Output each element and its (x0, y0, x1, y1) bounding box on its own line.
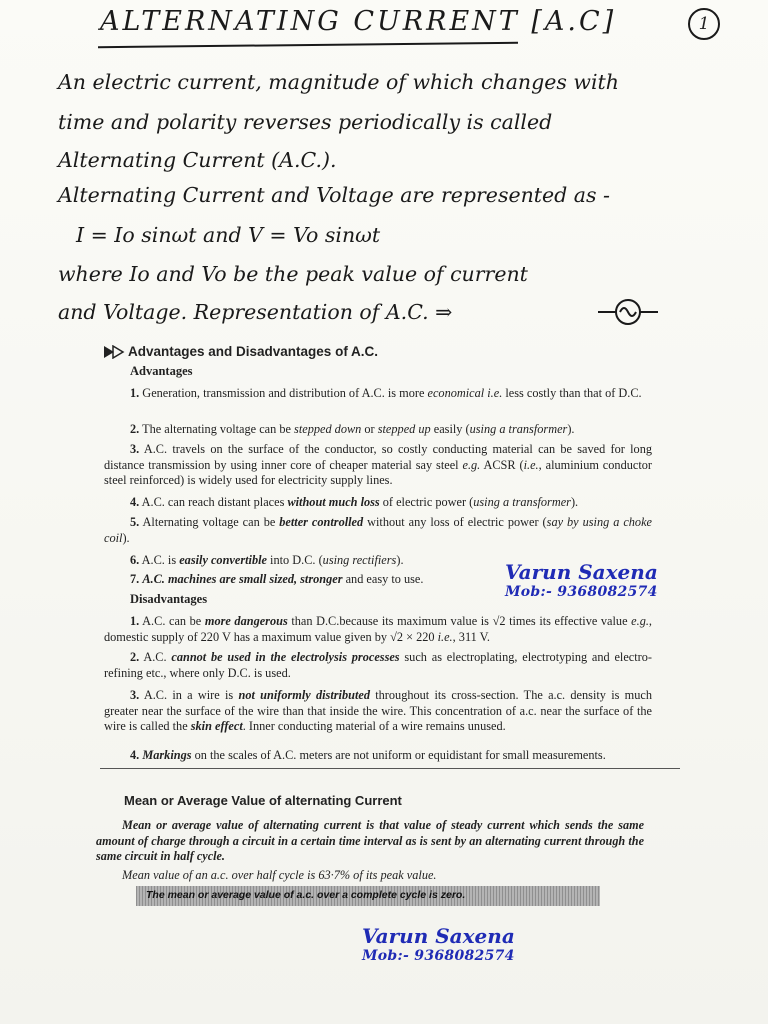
item-text: . Inner conducting material of a wire remains unused. (242, 719, 506, 733)
signature-mobile: Mob:- 9368082574 (362, 948, 515, 964)
item-number: 6. (130, 553, 140, 567)
item-text: or (361, 422, 378, 436)
item-text: A.C. is (139, 553, 180, 567)
disadvantage-item (104, 688, 652, 735)
item-text: Markings (142, 748, 192, 762)
section-heading: Advantages and Disadvantages of A.C. (128, 344, 379, 359)
item-number: 2. (130, 422, 140, 436)
handwritten-line: Alternating Current (A.C.). (58, 148, 337, 172)
item-text: i.e. (523, 457, 539, 472)
mean-half-cycle-value: Mean value of an a.c. over half cycle is 63·7% of its peak value. (122, 868, 437, 882)
handwritten-line: Alternating Current and Voltage are represented as - (58, 183, 610, 207)
item-text: stepped up (377, 422, 431, 436)
item-text: ). (567, 422, 575, 436)
item-number: 2. (130, 650, 140, 664)
handwritten-line: An electric current, magnitude of which changes with (58, 70, 619, 94)
double-arrow-icon (104, 345, 128, 359)
item-text: less costly than that of D.C. (502, 386, 642, 400)
disadvantages-label: Disadvantages (130, 592, 208, 606)
item-text: i.e. (437, 629, 453, 644)
item-text: , domestic supply of 220 V has a maximum value given by √2 × 220 (104, 614, 652, 644)
item-text: than D.C.because its maximum value is √2 times its effective value (287, 614, 632, 628)
mean-definition: Mean or average value of alternating current is that value of steady current which sends the same amount of charge through a circuit in a certain time interval as is sent by an alternating current through the same circuit in half cycle. (96, 818, 644, 863)
advantage-item (104, 386, 652, 402)
disadvantage-item (104, 748, 652, 764)
item-text: ). (570, 495, 579, 509)
item-text: ACSR ( (480, 457, 524, 472)
item-text: of electric power ( (379, 495, 474, 509)
ac-source-symbol-icon (596, 292, 660, 332)
item-text: A.C. can reach distant places (139, 495, 288, 509)
item-text: not uniformly distributed (238, 688, 370, 702)
item-text: without much loss (287, 495, 380, 509)
advantage-item (104, 422, 652, 438)
advantage-item (104, 495, 652, 511)
item-text: into D.C. ( (266, 553, 323, 567)
item-text: skin effect (190, 719, 243, 733)
advantage-item (104, 442, 652, 489)
item-text: A.C. can be (139, 614, 205, 628)
item-text: e.g. (631, 614, 649, 628)
item-text: easily ( (430, 422, 470, 436)
item-text: A.C. (139, 650, 172, 664)
title-underline (98, 42, 518, 48)
disadvantage-item (104, 650, 652, 681)
item-text: , aluminium conductor steel reinforced) is widely used for electricity supply lines. (104, 457, 652, 487)
signature-stamp (505, 560, 658, 600)
mean-section-heading: Mean or Average Value of alternating Current (124, 793, 402, 808)
signature-name: Varun Saxena (505, 560, 658, 584)
item-text: stepped down (294, 422, 362, 436)
item-number: 1. (130, 614, 140, 628)
signature-name: Varun Saxena (362, 924, 515, 948)
signature-stamp-bottom (362, 924, 515, 964)
disadvantage-item (104, 614, 652, 645)
advantages-label: Advantages (130, 364, 193, 378)
highlight-box (136, 886, 600, 906)
handwritten-line: time and polarity reverses periodically is called (58, 110, 553, 134)
item-text: economical i.e. (427, 386, 503, 400)
item-text: , 311 V. (452, 629, 490, 644)
advantage-item (104, 553, 484, 569)
item-text: throughout its cross-section. The a.c. density is much greater near the surface of the wire than that inside the wire. This concentration of a.c. near the surface of the wire is called the (104, 688, 652, 733)
handwritten-line: where Io and Vo be the peak value of current (58, 262, 528, 286)
item-text: cannot be used in the electrolysis processes (171, 650, 400, 664)
divider (100, 768, 680, 769)
item-number: 1. (130, 386, 140, 400)
item-text: using rectifiers (322, 553, 397, 567)
item-number: 3. (130, 442, 140, 456)
item-number: 4. (130, 495, 140, 509)
item-number: 4. (130, 748, 140, 762)
item-text: The alternating voltage can be (139, 422, 295, 436)
item-number: 7. (130, 572, 140, 586)
item-text: using a transformer (469, 422, 568, 436)
item-number: 3. (130, 688, 140, 702)
item-text: and easy to use. (342, 572, 424, 586)
item-text: more dangerous (204, 614, 288, 628)
item-text: without any loss of electric power ( (363, 515, 547, 529)
item-text: say by using a choke coil (104, 515, 652, 545)
item-text: e.g. (462, 457, 481, 472)
item-text: better controlled (279, 515, 364, 529)
handwritten-equation: I = Io sinωt and V = Vo sinωt (76, 223, 381, 247)
item-text: Generation, transmission and distribution of A.C. is more (139, 386, 428, 400)
advantage-item (104, 515, 652, 546)
signature-mobile: Mob:- 9368082574 (505, 584, 658, 600)
item-text: using a transformer (473, 495, 571, 509)
item-text: such as electroplating, electrotyping and electro-refining etc., where only D.C. is used. (104, 650, 652, 680)
item-text: ). (122, 530, 130, 545)
item-text: easily convertible (179, 553, 267, 567)
item-text: A.C. travels on the surface of the conductor, so costly conducting material can be saved for long distance transmission by using inner core of cheaper material say steel (104, 442, 652, 472)
handwritten-line: and Voltage. Representation of A.C. ⇒ (58, 300, 453, 324)
advantage-item (104, 572, 484, 588)
item-text: ). (396, 553, 404, 567)
page-title: ALTERNATING CURRENT [A.C] (100, 6, 617, 37)
item-text: on the scales of A.C. meters are not uniform or equidistant for small measurements. (191, 748, 606, 762)
item-text: A.C. machines are small sized, stronger (142, 572, 343, 586)
item-text: Alternating voltage can be (139, 515, 280, 529)
highlight-text: The mean or average value of a.c. over a complete cycle is zero. (146, 889, 466, 901)
page-number: 1 (688, 8, 720, 40)
item-text: A.C. in a wire is (139, 688, 239, 702)
item-number: 5. (130, 515, 140, 529)
